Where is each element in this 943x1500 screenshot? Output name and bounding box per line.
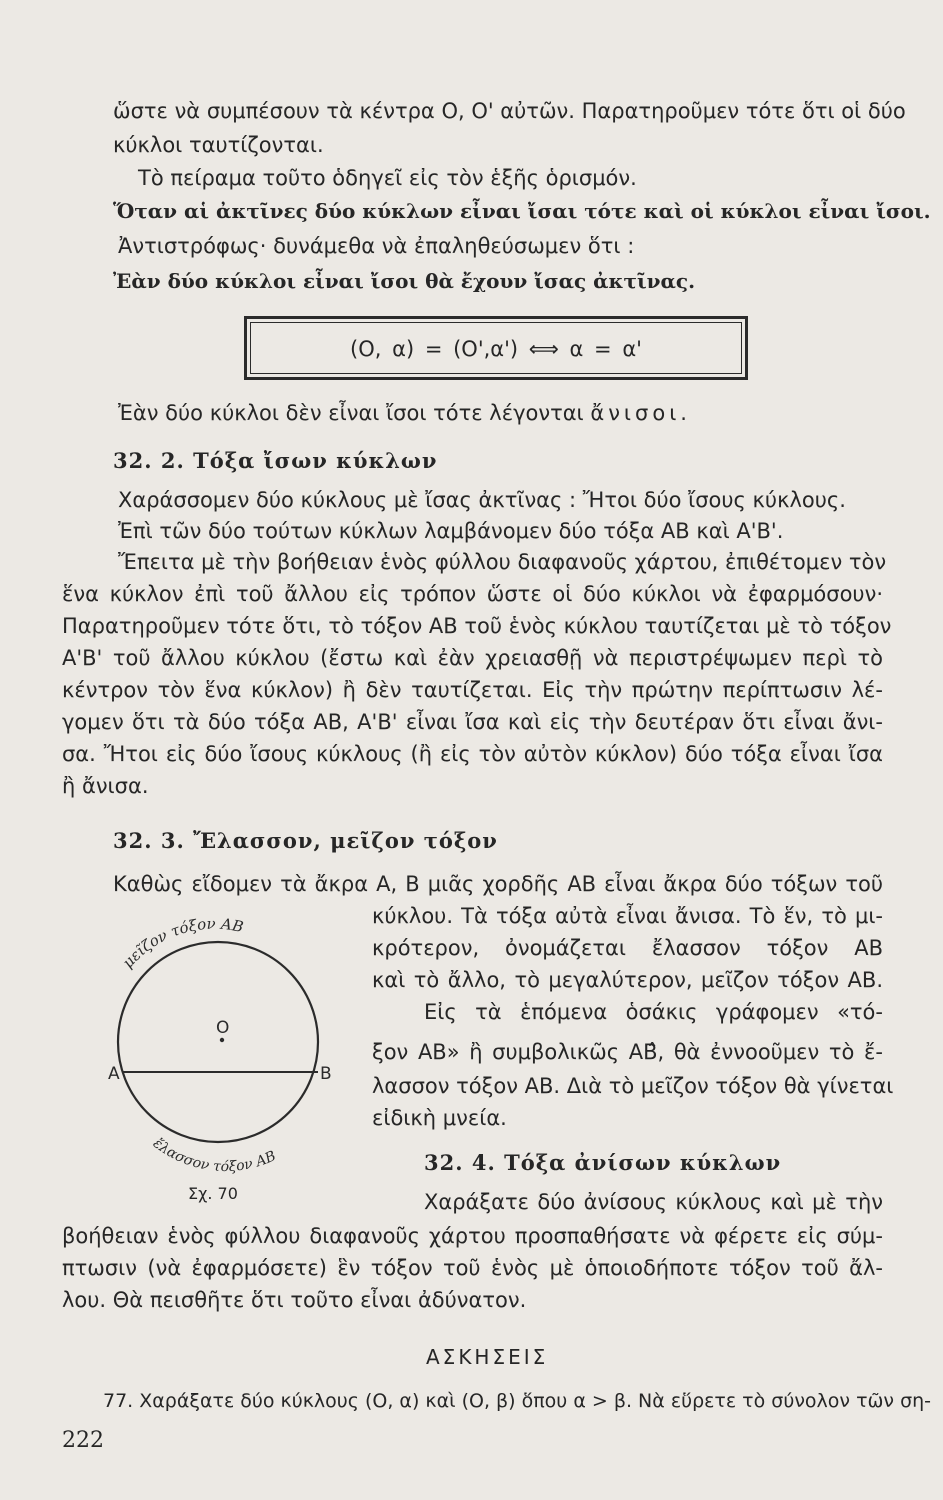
para1-line2: κύκλοι ταυτίζονται. bbox=[113, 133, 324, 157]
major-arc-label-text: μεῖζον τόξον ΑΒ bbox=[118, 914, 246, 972]
sec3-line: εἰδικὴ μνεία. bbox=[372, 1106, 507, 1130]
sec2-line: ἢ ἄνισα. bbox=[62, 774, 149, 798]
para2: Τὸ πείραμα τοῦτο ὁδηγεῖ εἰς τὸν ἑξῆς ὁρισμόν. bbox=[138, 166, 637, 190]
sec2-line: ἕνα κύκλον ἐπὶ τοῦ ἄλλου εἰς τρόπον ὥστε οἱ δύο κύκλοι νὰ ἐφαρμόσουν· bbox=[62, 582, 883, 606]
sec3-line: καὶ τὸ ἄλλο, τὸ μεγαλύτερον, μεῖζον τόξον ΑΒ. bbox=[372, 968, 883, 992]
sec2-line: κέντρον τὸν ἕνα κύκλον) ἢ δὲν ταυτίζεται. Εἰς τὴν πρώτην περίπτωσιν λέ- bbox=[62, 678, 883, 702]
unequal-circles bbox=[118, 400, 691, 426]
sec3-line: κύκλου. Τὰ τόξα αὐτὰ εἶναι ἄνισα. Τὸ ἕν, τὸ μι- bbox=[372, 904, 883, 928]
center-label: Ο bbox=[216, 1018, 230, 1038]
para1-line1: ὥστε νὰ συμπέσουν τὰ κέντρα Ο, Ο' αὐτῶν. Παρατηροῦμεν τότε ὅτι οἱ δύο bbox=[113, 99, 906, 123]
sec2-line: Ἔπειτα μὲ τὴν βοήθειαν ἑνὸς φύλλου διαφανοῦς χάρτου, ἐπιθέτομεν τὸν bbox=[118, 550, 887, 574]
sec3-line: λασσον τόξον ΑΒ. Διὰ τὸ μεῖζον τόξον θὰ γίνεται bbox=[372, 1074, 894, 1098]
sec4-line: Χαράξατε δύο ἀνίσους κύκλους καὶ μὲ τὴν bbox=[424, 1190, 883, 1214]
sec2-line: Χαράσσομεν δύο κύκλους μὲ ἴσας ἀκτῖνας : Ἤτοι δύο ἴσους κύκλους. bbox=[118, 488, 846, 512]
center-point bbox=[220, 1038, 224, 1042]
section-32-3-heading: 32. 3. Ἔλασσον, μεῖζον τόξον bbox=[113, 828, 498, 853]
formula: (Ο, α) = (Ο',α') ⟺ α = α' bbox=[350, 337, 642, 361]
unequal-term: ἄνισοι. bbox=[590, 401, 691, 425]
converse-intro: Ἀντιστρόφως· δυνάμεθα νὰ ἐπαληθεύσωμεν ὅτι : bbox=[118, 234, 635, 258]
sec3-line: κρότερον, ὀνομάζεται ἔλασσον τόξον ΑΒ bbox=[372, 936, 883, 960]
sec4-line: πτωσιν (νὰ ἐφαρμόσετε) ἓν τόξον τοῦ ἑνὸς μὲ ὁποιοδήποτε τόξον τοῦ ἄλ- bbox=[62, 1256, 883, 1280]
sec2-line: Ἐπὶ τῶν δύο τούτων κύκλων λαμβάνομεν δύο τόξα ΑΒ καὶ Α'Β'. bbox=[118, 519, 784, 543]
sec2-line: γομεν ὅτι τὰ δύο τόξα ΑΒ, Α'Β' εἶναι ἴσα καὶ εἰς τὴν δευτέραν ὅτι εἶναι ἄνι- bbox=[62, 710, 883, 734]
sec2-line: Παρατηροῦμεν τότε ὅτι, τὸ τόξον ΑΒ τοῦ ἑνὸς κύκλου ταυτίζεται μὲ τὸ τόξον bbox=[62, 614, 892, 638]
section-32-2-heading: 32. 2. Τόξα ἴσων κύκλων bbox=[113, 448, 438, 473]
sec4-line: λου. Θὰ πεισθῆτε ὅτι τοῦτο εἶναι ἀδύνατον. bbox=[62, 1288, 527, 1312]
exercises-heading: ΑΣΚΗΣΕΙΣ bbox=[426, 1345, 549, 1369]
minor-arc-label bbox=[150, 1135, 278, 1175]
definition: Ὅταν αἱ ἀκτῖνες δύο κύκλων εἶναι ἴσαι τότε καὶ οἱ κύκλοι εἶναι ἴσοι. bbox=[113, 199, 931, 223]
circle bbox=[118, 942, 318, 1142]
minor-arc-label-text: ἔλασσον τόξον ΑΒ bbox=[149, 1135, 279, 1176]
figure-caption: Σχ. 70 bbox=[188, 1184, 238, 1203]
sec3-line: Καθὼς εἴδομεν τὰ ἄκρα Α, Β μιᾶς χορδῆς ΑΒ εἶναι ἄκρα δύο τόξων τοῦ bbox=[113, 872, 883, 896]
page-number: 222 bbox=[62, 1428, 104, 1453]
point-a-label: Α bbox=[108, 1064, 120, 1084]
converse-statement: Ἐὰν δύο κύκλοι εἶναι ἴσοι θὰ ἔχουν ἴσας ἀκτῖνας. bbox=[113, 269, 696, 293]
figure-70-circle-diagram bbox=[108, 912, 338, 1212]
sec3-line: Εἰς τὰ ἑπόμενα ὁσάκις γράφομεν «τό- bbox=[424, 1000, 883, 1024]
sec4-line: βοήθειαν ἑνὸς φύλλου διαφανοῦς χάρτου προσπαθήσατε νὰ φέρετε εἰς σύμ- bbox=[62, 1224, 883, 1248]
sec2-line: Α'Β' τοῦ ἄλλου κύκλου (ἔστω καὶ ἐὰν χρειασθῇ νὰ περιστρέψωμεν περὶ τὸ bbox=[62, 646, 883, 670]
sec2-line: σα. Ἤτοι εἰς δύο ἴσους κύκλους (ἢ εἰς τὸν αὐτὸν κύκλον) δύο τόξα εἶναι ἴσα bbox=[62, 742, 883, 766]
formula-box bbox=[244, 316, 748, 380]
section-32-4-heading: 32. 4. Τόξα ἀνίσων κύκλων bbox=[424, 1150, 782, 1175]
sec3-line: ξον ΑΒ» ἢ συμβολικῶς ΑΒ̂, θὰ ἐννοοῦμεν τὸ ἔ- bbox=[372, 1040, 883, 1064]
exercise-77: 77. Χαράξατε δύο κύκλους (Ο, α) καὶ (Ο, β) ὅπου α > β. Νὰ εὕρετε τὸ σύνολον τῶν ση- bbox=[103, 1390, 932, 1412]
point-b-label: Β bbox=[320, 1064, 332, 1084]
unequal-text: Ἐὰν δύο κύκλοι δὲν εἶναι ἴσοι τότε λέγονται bbox=[118, 401, 584, 425]
